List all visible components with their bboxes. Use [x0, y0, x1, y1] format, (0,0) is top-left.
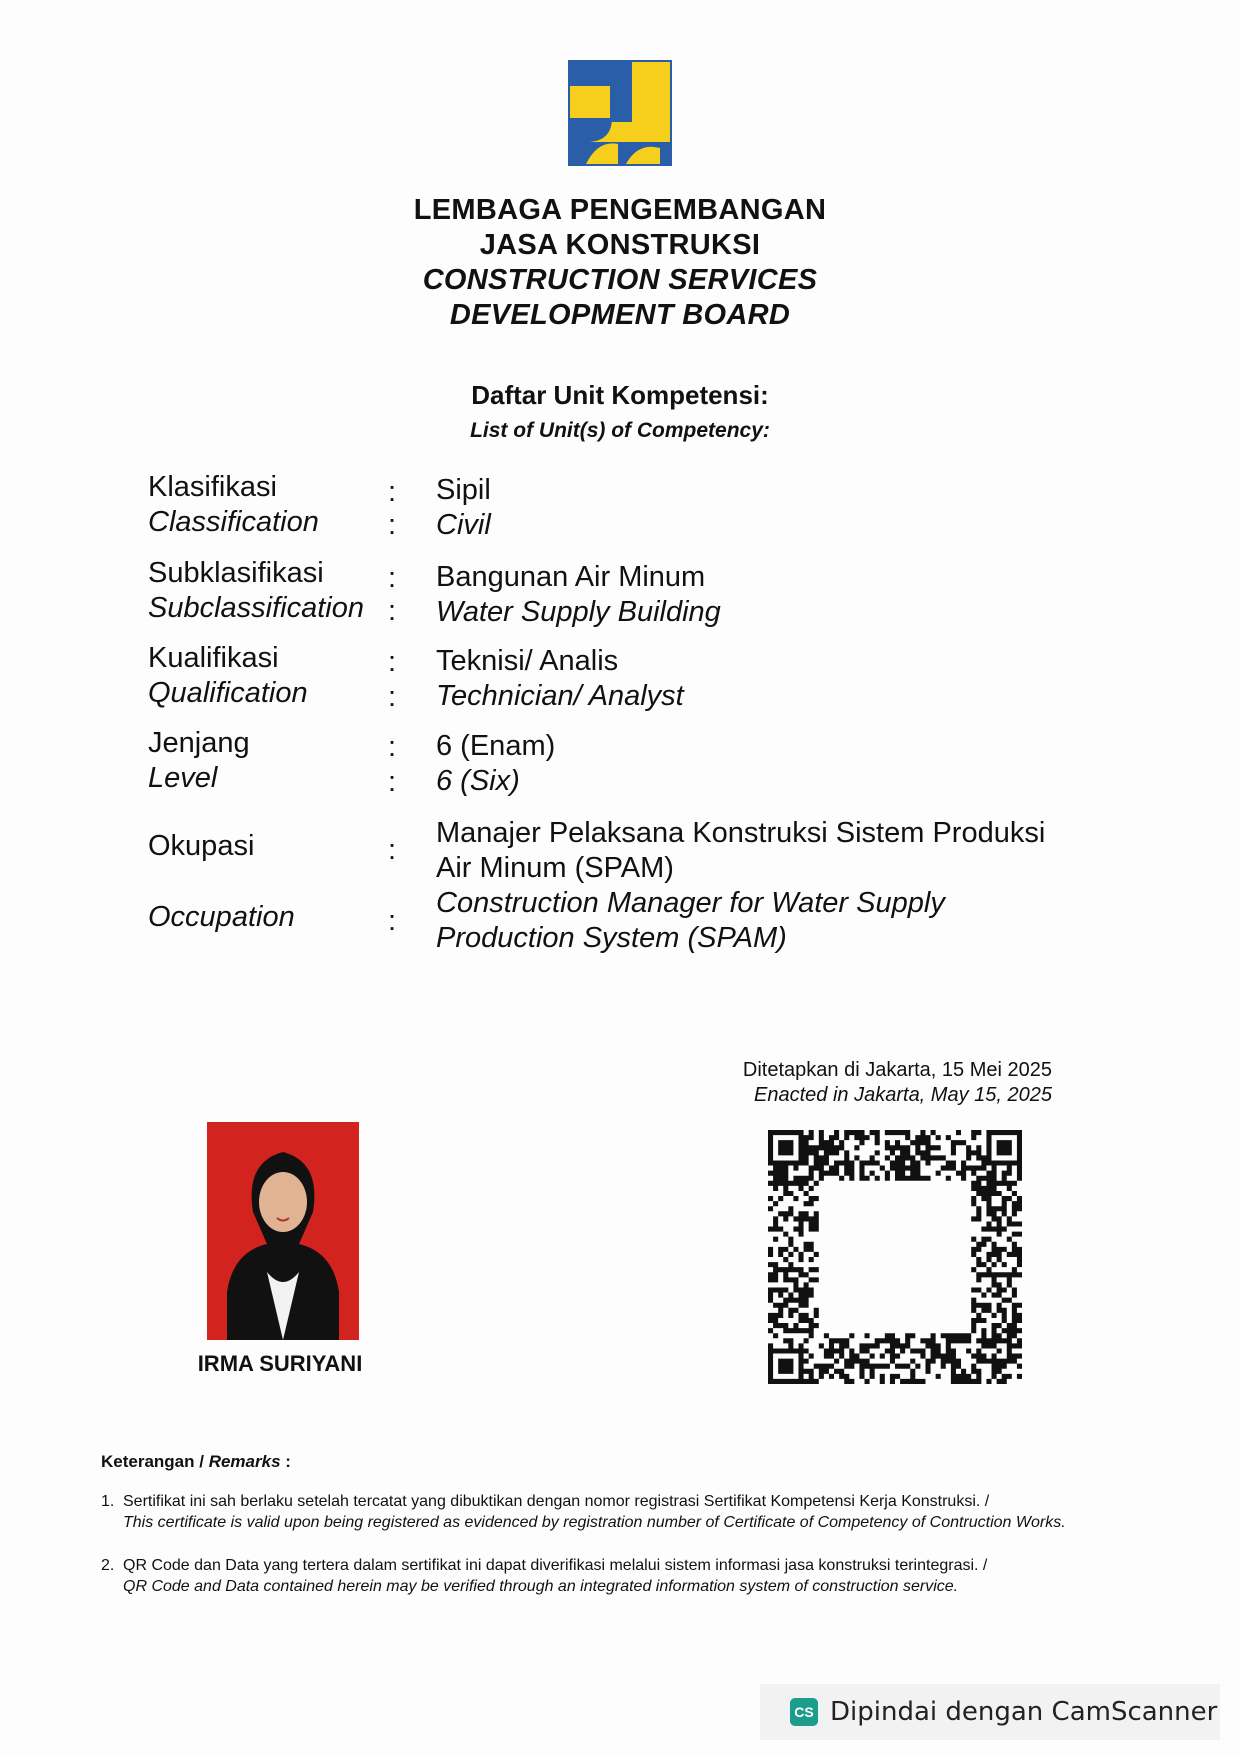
subclassification-value-en: Water Supply Building — [436, 596, 721, 628]
remark-number: 2. — [101, 1557, 115, 1574]
remarks-title-id: Keterangan / — [101, 1452, 209, 1471]
occupation-label-id: Okupasi — [148, 830, 255, 862]
list-title — [0, 380, 1240, 443]
enacted-date-id: Ditetapkan di Jakarta, 15 Mei 2025 — [742, 1059, 1052, 1081]
list-title-id: Daftar Unit Kompetensi: — [471, 380, 769, 410]
level-value-en: 6 (Six) — [436, 765, 520, 797]
qualification-label-en: Qualification — [148, 677, 308, 709]
camscanner-watermark — [760, 1684, 1220, 1740]
classification-value-id: Sipil — [436, 474, 491, 506]
board-name-line1: LEMBAGA PENGEMBANGAN — [413, 194, 827, 226]
qualification-colon-id: : — [388, 646, 397, 678]
board-name-line4: DEVELOPMENT BOARD — [449, 299, 791, 331]
occupation-value-id-line2: Air Minum (SPAM) — [436, 852, 674, 884]
enacted-date-en: Enacted in Jakarta, May 15, 2025 — [754, 1084, 1052, 1106]
classification-label-id: Klasifikasi — [148, 471, 277, 503]
occupation-colon-id: : — [388, 834, 397, 866]
remark-text-id: Sertifikat ini sah berlaku setelah tercatat yang dibuktikan dengan nomor registrasi Sertifikat Kompetensi Kerja Konstruksi. / — [123, 1493, 990, 1510]
person-portrait-icon — [207, 1122, 359, 1340]
subclassification-colon-id: : — [388, 562, 397, 594]
remarks-title-suffix: : — [280, 1452, 291, 1471]
subclassification-label-id: Subklasifikasi — [148, 557, 324, 589]
remark-number: 1. — [101, 1493, 115, 1510]
qr-code-icon — [768, 1130, 1022, 1392]
remark-item — [101, 1555, 1136, 1597]
qualification-value-id: Teknisi/ Analis — [436, 645, 619, 677]
remark-text-en: This certificate is valid upon being registered as evidenced by registration number of Certificate of Competency of Contruction Works. — [123, 1514, 1066, 1531]
classification-label-en: Classification — [148, 506, 319, 538]
level-colon-en: : — [388, 766, 397, 798]
remarks-title-en: Remarks — [208, 1452, 281, 1471]
remark-item — [101, 1491, 1136, 1533]
occupation-value-id-line1: Manajer Pelaksana Konstruksi Sistem Produksi — [436, 817, 1046, 849]
level-value-id: 6 (Enam) — [436, 730, 556, 762]
level-label-id: Jenjang — [148, 727, 250, 759]
classification-value-en: Civil — [436, 509, 491, 541]
occupation-label-en: Occupation — [148, 901, 295, 933]
remark-text-id: QR Code dan Data yang tertera dalam sertifikat ini dapat diverifikasi melalui sistem informasi jasa konstruksi terintegrasi. / — [123, 1557, 988, 1574]
classification-colon-en: : — [388, 509, 397, 541]
board-name — [0, 193, 1240, 333]
camscanner-text: Dipindai dengan CamScanner — [830, 1697, 1218, 1727]
remark-text-en: QR Code and Data contained herein may be verified through an integrated information system of construction service. — [123, 1578, 959, 1595]
pupr-logo-icon — [568, 60, 672, 166]
occupation-colon-en: : — [388, 905, 397, 937]
subclassification-value-id: Bangunan Air Minum — [436, 561, 706, 593]
list-title-en: List of Unit(s) of Competency: — [470, 419, 770, 442]
board-name-line3: CONSTRUCTION SERVICES — [422, 264, 818, 296]
occupation-value-en-line1: Construction Manager for Water Supply — [436, 887, 945, 919]
qualification-colon-en: : — [388, 681, 397, 713]
subclassification-colon-en: : — [388, 595, 397, 627]
holder-name: IRMA SURIYANI — [197, 1351, 363, 1376]
subclassification-label-en: Subclassification — [148, 592, 364, 624]
occupation-value-en-line2: Production System (SPAM) — [436, 922, 787, 954]
level-label-en: Level — [148, 762, 218, 794]
remarks-title — [101, 1452, 291, 1472]
level-colon-id: : — [388, 731, 397, 763]
camscanner-icon: CS — [790, 1698, 818, 1726]
board-name-line2: JASA KONSTRUKSI — [479, 229, 761, 261]
classification-colon-id: : — [388, 476, 397, 508]
holder-photo — [207, 1122, 359, 1340]
qualification-label-id: Kualifikasi — [148, 642, 279, 674]
qualification-value-en: Technician/ Analyst — [436, 680, 684, 712]
